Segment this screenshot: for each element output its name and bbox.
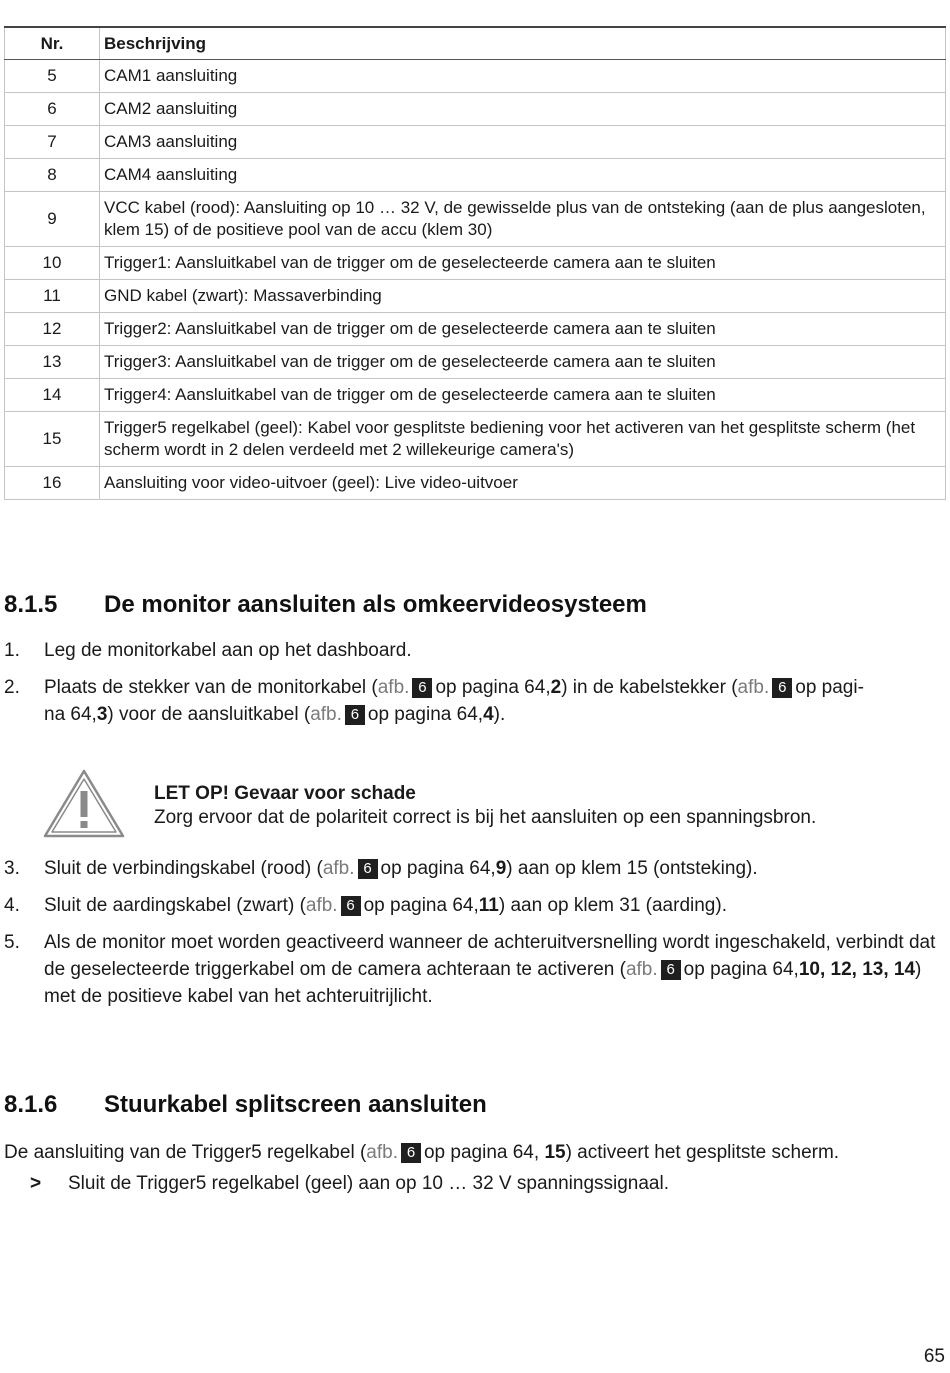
- row-number: 11: [5, 280, 100, 313]
- text-run: op pagina 64,: [380, 858, 496, 879]
- figure-ref-link[interactable]: afb.: [310, 704, 342, 725]
- table-row: [5, 313, 946, 346]
- row-description: GND kabel (zwart): Massaverbinding: [100, 280, 946, 313]
- row-number: 10: [5, 247, 100, 280]
- step-2: [4, 674, 884, 728]
- section-heading-8-1-6: [4, 1090, 487, 1120]
- figure-badge: 6: [661, 960, 681, 980]
- section-paragraph: [4, 1139, 948, 1166]
- text-run: ).: [493, 704, 506, 725]
- text-run: Sluit de verbindingskabel (rood) (: [44, 858, 323, 879]
- table-row: [5, 379, 946, 412]
- text-run: ) voor de aansluitkabel (: [107, 704, 311, 725]
- step-number: 4.: [4, 895, 20, 916]
- step-number: 1.: [4, 640, 20, 661]
- connection-table: [4, 26, 946, 500]
- row-description: VCC kabel (rood): Aansluiting op 10 … 32 V, de gewisselde plus van de ontsteking (aan de plus aangesloten, klem 15) of de positieve pool van de accu (klem 30): [100, 192, 946, 247]
- figure-badge: 6: [412, 678, 432, 698]
- text-run: Sluit de aardingskabel (zwart) (: [44, 895, 306, 916]
- warning-text: Zorg ervoor dat de polariteit correct is bij het aansluiten op een spanningsbron.: [154, 807, 817, 828]
- bold-ref-number: 4: [483, 704, 494, 725]
- warning-title: LET OP! Gevaar voor schade: [154, 783, 416, 804]
- step-4: [4, 892, 948, 919]
- figure-ref-link[interactable]: afb.: [322, 858, 355, 879]
- step-text: [44, 929, 948, 1010]
- bullet-marker: >: [30, 1173, 42, 1194]
- row-description: Trigger2: Aansluitkabel van de trigger om de geselecteerde camera aan te sluiten: [100, 313, 946, 346]
- table-row: [5, 159, 946, 192]
- text-run: ) met de positieve kabel van het achteruitrijlicht.: [44, 959, 922, 1007]
- bold-ref-number: 10, 12, 13, 14: [798, 959, 916, 980]
- table-row: [5, 247, 946, 280]
- table-row: [5, 280, 946, 313]
- bold-ref-number: 3: [96, 704, 108, 725]
- warning-triangle-icon: [42, 768, 126, 840]
- figure-badge: 6: [401, 1143, 421, 1163]
- section-heading-8-1-5: [4, 590, 647, 620]
- step-text: [44, 855, 948, 882]
- row-number: 13: [5, 346, 100, 379]
- instruction-bullet: [30, 1170, 930, 1197]
- column-header-nr: Nr.: [5, 27, 100, 60]
- row-number: 6: [5, 93, 100, 126]
- text-run: op pagina 64,: [363, 895, 479, 916]
- figure-badge: 6: [345, 705, 365, 725]
- text-run: De aansluiting van de Trigger5 regelkabel (: [4, 1142, 367, 1163]
- section-number: 8.1.6: [4, 1091, 58, 1118]
- step-text: Leg de monitorkabel aan op het dashboard.: [44, 640, 412, 661]
- table-row: [5, 346, 946, 379]
- text-run: op pagina 64,: [435, 677, 551, 698]
- step-text: [44, 674, 884, 728]
- section-number: 8.1.5: [4, 591, 58, 618]
- row-description: CAM1 aansluiting: [100, 60, 946, 93]
- table-row: [5, 93, 946, 126]
- text-run: ) aan op klem 31 (aarding).: [498, 895, 727, 916]
- step-number: 2.: [4, 677, 20, 698]
- table-header-row: [5, 27, 946, 60]
- row-description: Trigger3: Aansluitkabel van de trigger om de geselecteerde camera aan te sluiten: [100, 346, 946, 379]
- figure-ref-link[interactable]: afb.: [377, 677, 410, 698]
- figure-ref-link[interactable]: afb.: [625, 959, 658, 980]
- row-description: CAM4 aansluiting: [100, 159, 946, 192]
- row-number: 5: [5, 60, 100, 93]
- table-row: [5, 412, 946, 467]
- figure-ref-link[interactable]: afb.: [737, 677, 770, 698]
- text-run: ) aan op klem 15 (ontsteking).: [506, 858, 758, 879]
- page-number: 65: [923, 1346, 945, 1367]
- bold-ref-number: 9: [495, 858, 507, 879]
- figure-ref-link[interactable]: afb.: [366, 1142, 398, 1163]
- table-row: [5, 192, 946, 247]
- bold-ref-number: 2: [550, 677, 562, 698]
- figure-ref-link[interactable]: afb.: [305, 895, 338, 916]
- row-description: Aansluiting voor video-uitvoer (geel): Live video-uitvoer: [100, 467, 946, 500]
- bold-ref-number: 15: [544, 1142, 566, 1163]
- step-3: [4, 855, 948, 882]
- row-number: 8: [5, 159, 100, 192]
- column-header-description: Beschrijving: [100, 27, 946, 60]
- row-number: 16: [5, 467, 100, 500]
- row-description: Trigger5 regelkabel (geel): Kabel voor gesplitste bediening voor het activeren van het gesplitste scherm (het scherm wordt in 2 delen verdeeld met 2 willekeurige camera's): [100, 412, 946, 467]
- row-description: Trigger1: Aansluitkabel van de trigger om de geselecteerde camera aan te sluiten: [100, 247, 946, 280]
- step-1: [4, 637, 948, 664]
- row-description: CAM2 aansluiting: [100, 93, 946, 126]
- text-run: op pagi-na 64,: [44, 677, 864, 725]
- row-number: 15: [5, 412, 100, 467]
- row-number: 14: [5, 379, 100, 412]
- step-number: 3.: [4, 858, 20, 879]
- step-number: 5.: [4, 932, 20, 953]
- figure-badge: 6: [358, 859, 378, 879]
- section-title: De monitor aansluiten als omkeervideosysteem: [104, 591, 647, 618]
- text-run: op pagina 64,: [367, 704, 484, 725]
- row-number: 9: [5, 192, 100, 247]
- section-title: Stuurkabel splitscreen aansluiten: [104, 1091, 487, 1118]
- table-row: [5, 467, 946, 500]
- step-text: [44, 892, 948, 919]
- bold-ref-number: 11: [478, 895, 499, 916]
- text-run: Als de monitor moet worden geactiveerd wanneer de achteruitversnelling wordt ingeschakeld, verbindt dat de geselecteerde triggerkabel om de camera achteraan te activeren (: [44, 932, 936, 980]
- row-description: Trigger4: Aansluitkabel van de trigger om de geselecteerde camera aan te sluiten: [100, 379, 946, 412]
- row-description: CAM3 aansluiting: [100, 126, 946, 159]
- table-row: [5, 126, 946, 159]
- bullet-text: Sluit de Trigger5 regelkabel (geel) aan op 10 … 32 V spanningssignaal.: [68, 1173, 669, 1194]
- text-run: ) activeert het gesplitste scherm.: [565, 1142, 840, 1163]
- text-run: Plaats de stekker van de monitorkabel (: [44, 677, 378, 698]
- text-run: op pagina 64,: [683, 959, 799, 980]
- text-run: op pagina 64,: [423, 1142, 545, 1163]
- row-number: 7: [5, 126, 100, 159]
- figure-badge: 6: [772, 678, 792, 698]
- step-5: [4, 929, 948, 1010]
- figure-badge: 6: [341, 896, 361, 916]
- row-number: 12: [5, 313, 100, 346]
- text-run: ) in de kabelstekker (: [561, 677, 738, 698]
- table-row: [5, 60, 946, 93]
